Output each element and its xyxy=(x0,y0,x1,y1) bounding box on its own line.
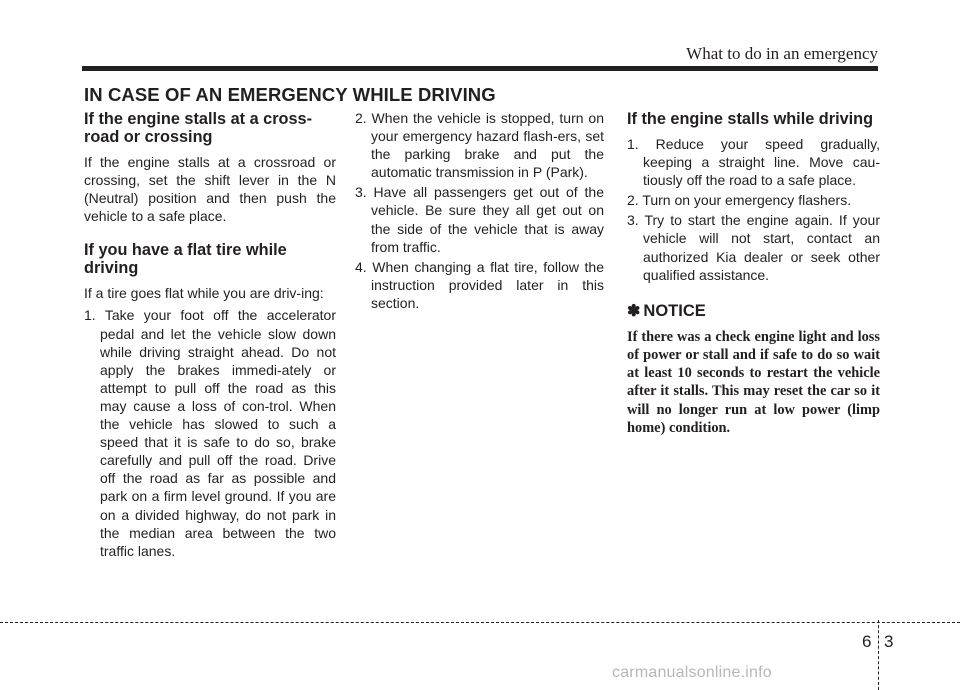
flat-tire-steps-list xyxy=(84,306,336,559)
section-title: IN CASE OF AN EMERGENCY WHILE DRIVING xyxy=(84,84,496,105)
paragraph-stall-crossroad: If the engine stalls at a crossroad or crossing, set the shift lever in the N (Neutral) position and then push the vehicle to a safe place. xyxy=(84,154,336,225)
list-item: 2. Turn on your emergency flashers. xyxy=(627,192,852,209)
watermark: carmanualsonline.info xyxy=(612,664,772,681)
heading-stall-driving: If the engine stalls while driving xyxy=(627,110,874,128)
heading-stall-crossroad: If the engine stalls at a cross- road or crossing xyxy=(84,110,313,146)
chapter-number: 6 xyxy=(862,632,872,651)
list-item: 2. When the vehicle is stopped, turn on your emergency hazard flash-ers, set the parking brake and put the automatic transmission in P (Park). xyxy=(355,110,604,181)
list-item: 4. When changing a flat tire, follow the instruction provided later in this section. xyxy=(355,258,604,311)
list-item: 1. Take your foot off the accelerator pedal and let the vehicle slow down while driving straight ahead. Do not apply the brakes immedi-ately or attempt to pull off the road as this may cause a loss of con-trol. When the vehicle has slowed to such a speed that it is safe to do so, brake carefully and pull off the road. Drive off the road as far as possible and park on a firm level ground. If you are on a divided highway, do not park in the median area between the two traffic lanes. xyxy=(84,307,336,559)
column-middle xyxy=(355,109,604,312)
list-item: 3. Have all passengers get out of the vehicle. Be sure they all get out on the side of the vehicle that is away from traffic. xyxy=(355,184,604,255)
paragraph-flat-tire-intro: If a tire goes flat while you are driv-ing: xyxy=(84,285,324,302)
notice-title: NOTICE xyxy=(643,301,706,320)
chapter-header-title: What to do in an emergency xyxy=(686,44,878,63)
notice-text: If there was a check engine light and loss of power or stall and if safe to do so wait at least 10 seconds to restart the vehicle after it stalls. This may reset the car so it will no longer run at low power (limp home) condition. xyxy=(627,328,880,436)
flat-tire-steps-list-continued xyxy=(355,109,604,312)
header-rule xyxy=(82,66,878,71)
notice-asterisk-icon: ✽ xyxy=(627,302,641,320)
footer-divider xyxy=(0,622,960,623)
page-number-divider xyxy=(878,620,879,690)
page-number: 3 xyxy=(884,632,894,651)
notice-heading xyxy=(627,301,880,322)
column-left xyxy=(84,110,336,560)
list-item: 3. Try to start the engine again. If your vehicle will not start, contact an authorized Kia dealer or seek other qualified assistance. xyxy=(627,212,880,283)
stall-driving-steps-list xyxy=(627,135,880,284)
heading-flat-tire: If you have a flat tire while driving xyxy=(84,241,287,278)
column-right xyxy=(627,110,880,437)
list-item: 1. Reduce your speed gradually, keeping a straight line. Move cau-tiously off the road to a safe place. xyxy=(627,136,880,189)
